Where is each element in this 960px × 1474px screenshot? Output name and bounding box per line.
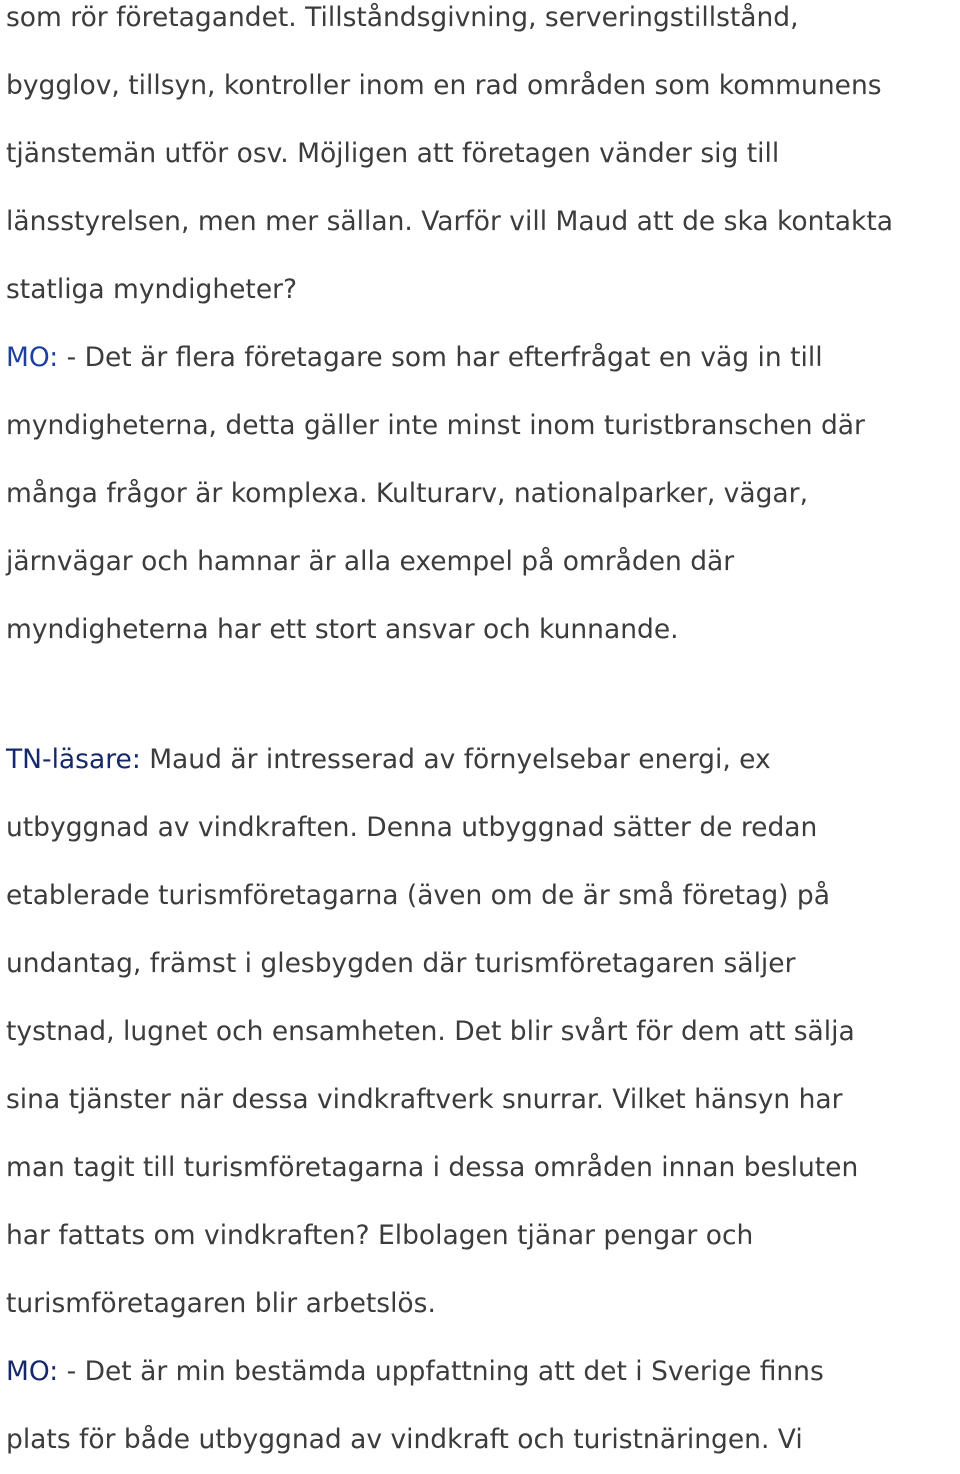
text-line: tjänstemän utför osv. Möjligen att företagen vänder sig till <box>6 138 780 169</box>
text-line: statliga myndigheter? <box>6 274 298 305</box>
paragraph-mo-answer-2 <box>6 1338 956 1474</box>
text-line: tystnad, lugnet och ensamheten. Det blir svårt för dem att sälja <box>6 1016 855 1047</box>
text-line: myndigheterna har ett stort ansvar och kunnande. <box>6 614 679 645</box>
text-line: har fattats om vindkraften? Elbolagen tjänar pengar och <box>6 1220 754 1251</box>
paragraph-tn-question <box>6 726 956 1338</box>
text-line: myndigheterna, detta gäller inte minst inom turistbranschen där <box>6 410 865 441</box>
text-line <box>6 726 956 794</box>
text-line: järnvägar och hamnar är alla exempel på områden där <box>6 546 735 577</box>
speaker-label-tn: TN-läsare: <box>6 744 141 775</box>
text-line: många frågor är komplexa. Kulturarv, nationalparker, vägar, <box>6 478 808 509</box>
text-line: bygglov, tillsyn, kontroller inom en rad områden som kommunens <box>6 70 882 101</box>
text-line: turismföretagaren blir arbetslös. <box>6 1288 436 1319</box>
text-line: plats för både utbyggnad av vindkraft och turistnäringen. Vi <box>6 1424 803 1455</box>
text-line: utbyggnad av vindkraften. Denna utbyggnad sätter de redan <box>6 812 818 843</box>
text-line: sina tjänster när dessa vindkraftverk snurrar. Vilket hänsyn har <box>6 1084 843 1115</box>
text-line: man tagit till turismföretagarna i dessa områden innan besluten <box>6 1152 859 1183</box>
text-line: länsstyrelsen, men mer sällan. Varför vill Maud att de ska kontakta <box>6 206 893 237</box>
paragraph-mo-answer-1 <box>6 324 956 664</box>
text-fragment: - Det är flera företagare som har efterfrågat en väg in till <box>58 342 823 373</box>
paragraph-intro <box>6 0 956 324</box>
speaker-label-mo: MO: <box>6 342 59 373</box>
speaker-label-mo: MO: <box>6 1356 59 1387</box>
text-line <box>6 1338 956 1406</box>
paragraph-spacer <box>6 664 956 726</box>
text-line: som rör företagandet. Tillståndsgivning, serveringstillstånd, <box>6 2 799 33</box>
text-line: etablerade turismföretagarna (även om de är små företag) på <box>6 880 830 911</box>
document-page <box>6 0 956 1474</box>
text-line: undantag, främst i glesbygden där turismföretagaren säljer <box>6 948 796 979</box>
text-line <box>6 324 956 392</box>
text-fragment: - Det är min bestämda uppfattning att det i Sverige finns <box>58 1356 824 1387</box>
text-fragment: Maud är intresserad av förnyelsebar energi, ex <box>140 744 771 775</box>
